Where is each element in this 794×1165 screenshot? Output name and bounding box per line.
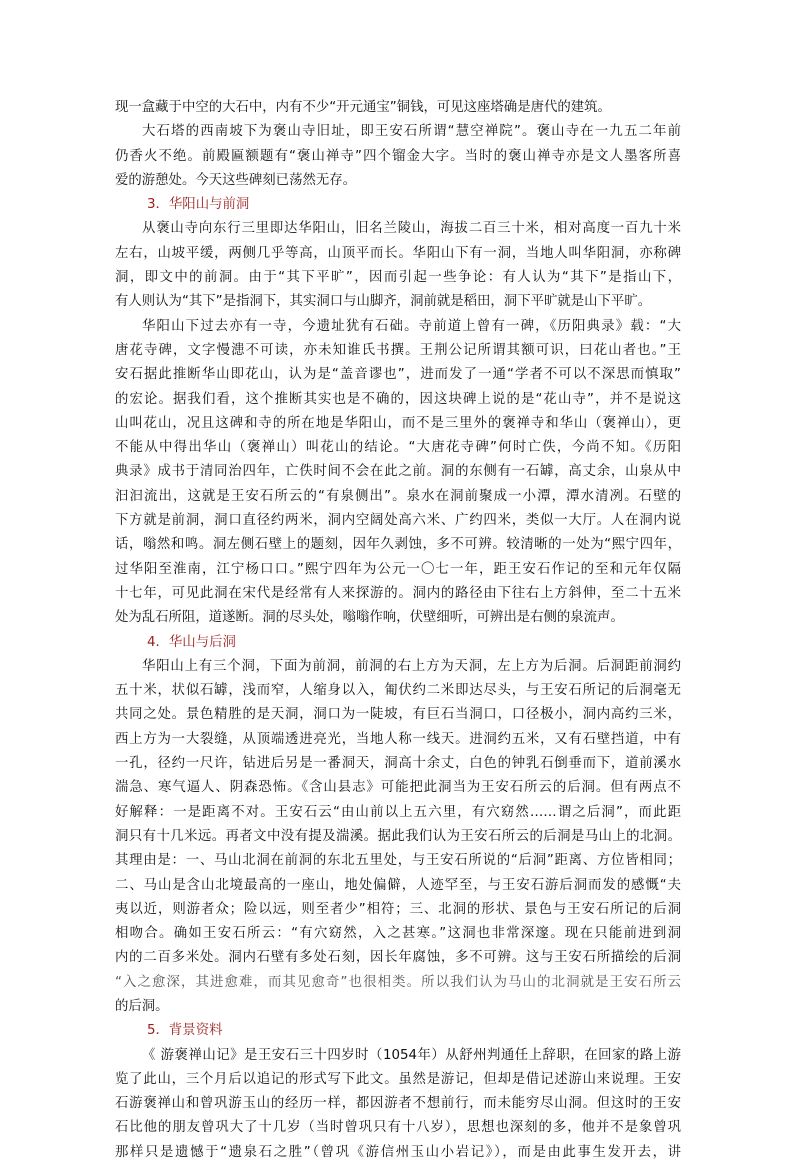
text-line: 安石据此推断华山即花山，认为是“盖音谬也”，进而发了一通“学者不可以不深思而慎取” — [115, 367, 681, 383]
text-line: 相吻合。确如王安石所云：“有穴窈然，入之甚寒。”这洞也非常深邃。现在只能前进到洞 — [115, 926, 681, 942]
text-line: 夷以近，则游者众；险以远，则至者少”相符；三、北洞的形状、景色与王安石所记的后洞 — [115, 901, 681, 917]
text-line: 华阳山下过去亦有一寺，今遗址犹有石础。寺前道上曾有一碑，《历阳典录》载：“大 — [142, 318, 681, 334]
text-line: 西上方为一大裂缝，从顶端透进亮光，当地人称一线天。进洞约五米，又有石壁挡道，中有 — [115, 731, 681, 747]
paragraph — [115, 1044, 681, 1165]
paragraph — [115, 120, 681, 193]
text-line: 的宏论。据我们看，这个推断其实也是不确的，因这块碑上说的是“花山寺”，并不是说这 — [115, 391, 681, 407]
text-line: 有人则认为“其下”是指洞下，其实洞口与山脚齐，洞前就是稻田，洞下平旷就是山下平旷。 — [115, 294, 652, 310]
section-heading: 3．华阳山与前洞 — [147, 197, 250, 213]
text-line: 典录》成书于清同治四年，亡佚时间不会在此之前。洞的东侧有一石罅，高丈余，山泉从中 — [115, 464, 681, 480]
text-line: “入之愈深，其进愈难，而其见愈奇”也很相类。所以我们认为马山的北洞就是王安石所云 — [115, 974, 681, 990]
text-line: 大石塔的西南坡下为褒山寺旧址，即王安石所谓“慧空禅院”。褒山寺在一九五二年前 — [142, 124, 681, 140]
text-line: 从褒山寺向东行三里即达华阳山，旧名兰陵山，海拔二百三十米，相对高度一百九十米 — [142, 221, 681, 237]
section-heading: 4．华山与后洞 — [147, 634, 236, 650]
text-line: 爱的游憩处。今天这些碑刻已荡然无存。 — [115, 172, 357, 188]
text-line: 唐花寺碑，文字慢漶不可读，亦未知谁氏书撰。王荆公记所谓其额可识，曰花山者也。”王 — [115, 342, 681, 358]
text-line: 下方就是前洞，洞口直径约两米，洞内空阔处高六米、广约四米，类似一大厅。人在洞内说 — [115, 513, 681, 529]
section-heading: 5．背景资料 — [147, 1023, 223, 1039]
text-line: 《 游褒禅山记》是王安石三十四岁时（1054年）从舒州判通任上辞职，在回家的路上游 — [142, 1047, 681, 1063]
paragraph — [115, 655, 681, 1019]
text-line: 洞只有十几米远。再者文中没有提及湍溪。据此我们认为王安石所云的后洞是马山上的北洞。 — [115, 828, 681, 844]
text-line: 其理由是：一、马山北洞在前洞的东北五里处，与王安石所说的“后洞”距离、方位皆相同； — [115, 853, 681, 869]
text-line: 华阳山上有三个洞，下面为前洞，前洞的右上方为天洞，左上方为后洞。后洞距前洞约 — [142, 658, 681, 674]
text-line: 现一盒藏于中空的大石中，内有不少“开元通宝”铜钱，可见这座塔确是唐代的建筑。 — [115, 100, 611, 115]
text-line: 石比他的朋友曾巩大了十几岁（当时曾巩只有十八岁），思想也深刻的多，他并不是象曾巩 — [115, 1120, 681, 1136]
text-line: 不能从中得出华山（褒禅山）叫花山的结论。“大唐花寺碑”何时亡佚，今尚不知。《历阳 — [115, 440, 681, 456]
text-line: 石游褒禅山和曾巩游玉山的经历一样，都因游者不想前行，而未能穷尽山洞。但这时的王安 — [115, 1096, 681, 1112]
text-line: 仍香火不绝。前殿匾额题有“褒山禅寺”四个镏金大字。当时的褒山禅寺亦是文人墨客所喜 — [115, 148, 681, 164]
text-line: 湍急、寒气逼人、阴森恐怖。《含山县志》可能把此洞当为王安石所云的后洞。但有两点不 — [115, 780, 681, 796]
text-line: 汩汩流出，这就是王安石所云的“有泉侧出”。泉水在洞前聚成一小潭，潭水清冽。石壁的 — [115, 488, 681, 504]
text-line: 山叫花山，况且这碑和寺的所在地是华阳山，而不是三里外的褒禅寺和华山（褒禅山），更 — [115, 415, 681, 431]
text-line: 十七年，可见此洞在宋代是经常有人来探游的。洞内的路径由下往右上方斜伸，至二十五米 — [115, 585, 681, 601]
text-line: 五十米，状似石罅，浅而窄，人缩身以入，匍伏约二米即达尽头，与王安石所记的后洞毫无 — [115, 683, 681, 699]
text-line: 二、马山是含山北境最高的一座山，地处偏僻，人迹罕至，与王安石游后洞而发的感慨“夫 — [115, 877, 681, 893]
text-line: 览了此山，三个月后以追记的形式写下此文。虽然是游记，但却是借记述游山来说理。王安 — [115, 1071, 681, 1087]
text-line: 的后洞。 — [115, 998, 169, 1014]
text-line: 过华阳至淮南，江宁杨口口。”熙宁四年为公元一〇七一年，距王安石作记的至和元年仅隔 — [115, 561, 681, 577]
document-body — [115, 96, 681, 1165]
text-line: 好解释：一是距离不对。王安石云“由山前以上五六里，有穴窈然……谓之后洞”，而此距 — [115, 804, 681, 820]
paragraph — [115, 96, 681, 120]
text-line: 话，嗡然和鸣。洞左侧石壁上的题刻，因年久剥蚀，多不可辨。较清晰的一处为“熙宁四年， — [115, 537, 681, 553]
text-line: 内的二百多米处。洞内石壁有多处石刻，因长年腐蚀，多不可辨。这与王安石所描绘的后洞 — [115, 950, 681, 966]
text-line: 处为乱石所阻，道遂断。洞的尽头处，嗡嗡作响，伏壁细听，可辨出是右侧的泉流声。 — [115, 610, 624, 626]
text-line: 左右，山坡平缓，两侧几乎等高，山顶平而长。华阳山下有一洞，当地人叫华阳洞，亦称碑 — [115, 245, 681, 261]
text-line: 洞，即文中的前洞。由于“其下平旷”，因而引起一些争论：有人认为“其下”是指山下， — [115, 270, 681, 286]
text-line: 共同之处。景色精胜的是天洞，洞口为一陡坡，有巨石当洞口，口径极小，洞内高约三米， — [115, 707, 681, 723]
text-line: 那样只是遗憾于“遗泉石之胜”（曾巩《游信州玉山小岩记》），而是由此事生发开去，讲 — [115, 1144, 681, 1160]
paragraph — [115, 315, 681, 631]
paragraph — [115, 217, 681, 314]
text-line: 一孔，径约一尺许，钻进后另是一番洞天，洞高十余丈，白色的钟乳石倒垂而下，道前溪水 — [115, 756, 681, 772]
